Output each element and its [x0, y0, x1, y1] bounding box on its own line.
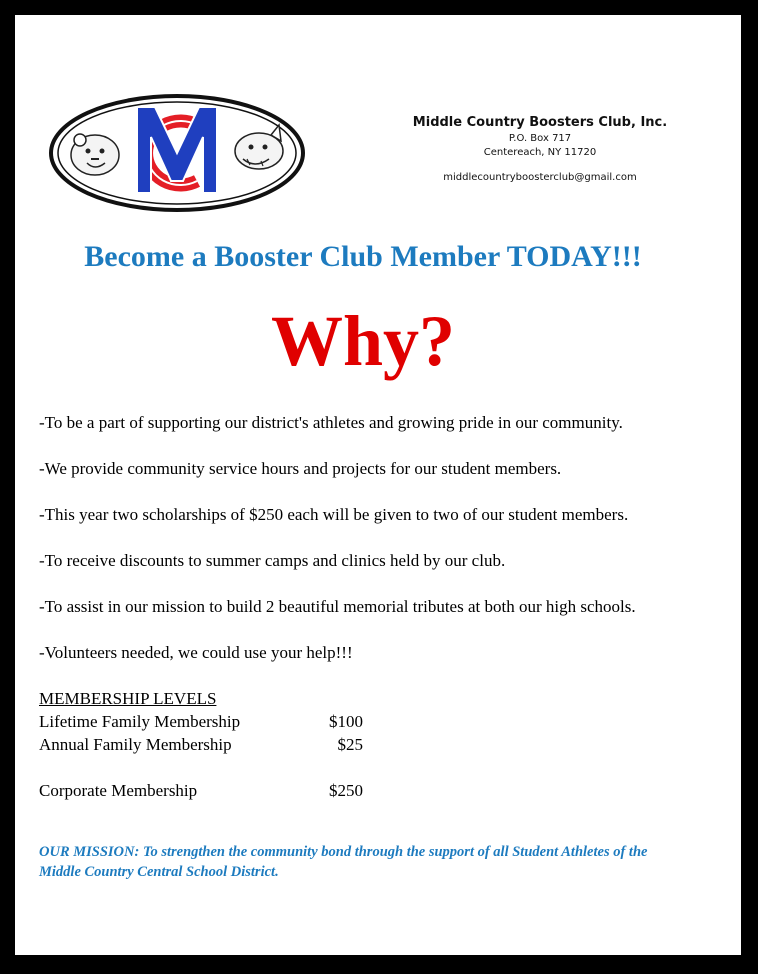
- mc-logo: [47, 93, 307, 213]
- membership-row: [39, 710, 439, 733]
- membership-price: $25: [337, 735, 363, 754]
- reasons-list: [39, 413, 719, 689]
- reason-item: -Volunteers needed, we could use your help!!!: [39, 643, 353, 662]
- po-box: P.O. Box 717: [508, 133, 572, 144]
- mission-statement: OUR MISSION: To strengthen the community bond through the support of all Student Athletes of the Middle Country Central School District.: [39, 844, 648, 880]
- membership-row: [39, 733, 439, 756]
- headline: Become a Booster Club Member TODAY!!!: [84, 240, 642, 273]
- reason-item: -We provide community service hours and projects for our student members.: [39, 459, 562, 478]
- org-contact-block: [395, 115, 685, 183]
- membership-title: MEMBERSHIP LEVELS: [39, 689, 217, 708]
- membership-price: $250: [329, 781, 363, 800]
- city-address: Centereach, NY 11720: [483, 147, 597, 158]
- reason-item: -To assist in our mission to build 2 beautiful memorial tributes at both our high schools.: [39, 597, 636, 616]
- reason-item: -This year two scholarships of $250 each will be given to two of our student members.: [39, 505, 629, 524]
- email-address: middlecountryboosterclub@gmail.com: [443, 172, 637, 183]
- org-name: Middle Country Boosters Club, Inc.: [412, 115, 668, 130]
- why-heading: Why?: [270, 301, 456, 381]
- membership-row: [39, 779, 439, 802]
- membership-name: Annual Family Membership: [39, 735, 232, 754]
- document-page: [15, 15, 741, 955]
- reason-item: -To receive discounts to summer camps and clinics held by our club.: [39, 551, 506, 570]
- membership-name: Lifetime Family Membership: [39, 712, 241, 731]
- bear-mascot-icon: [71, 134, 119, 175]
- membership-levels: [39, 687, 439, 802]
- membership-price: $100: [329, 712, 363, 731]
- membership-name: Corporate Membership: [39, 781, 198, 800]
- reason-item: -To be a part of supporting our district's athletes and growing pride in our community.: [39, 413, 623, 432]
